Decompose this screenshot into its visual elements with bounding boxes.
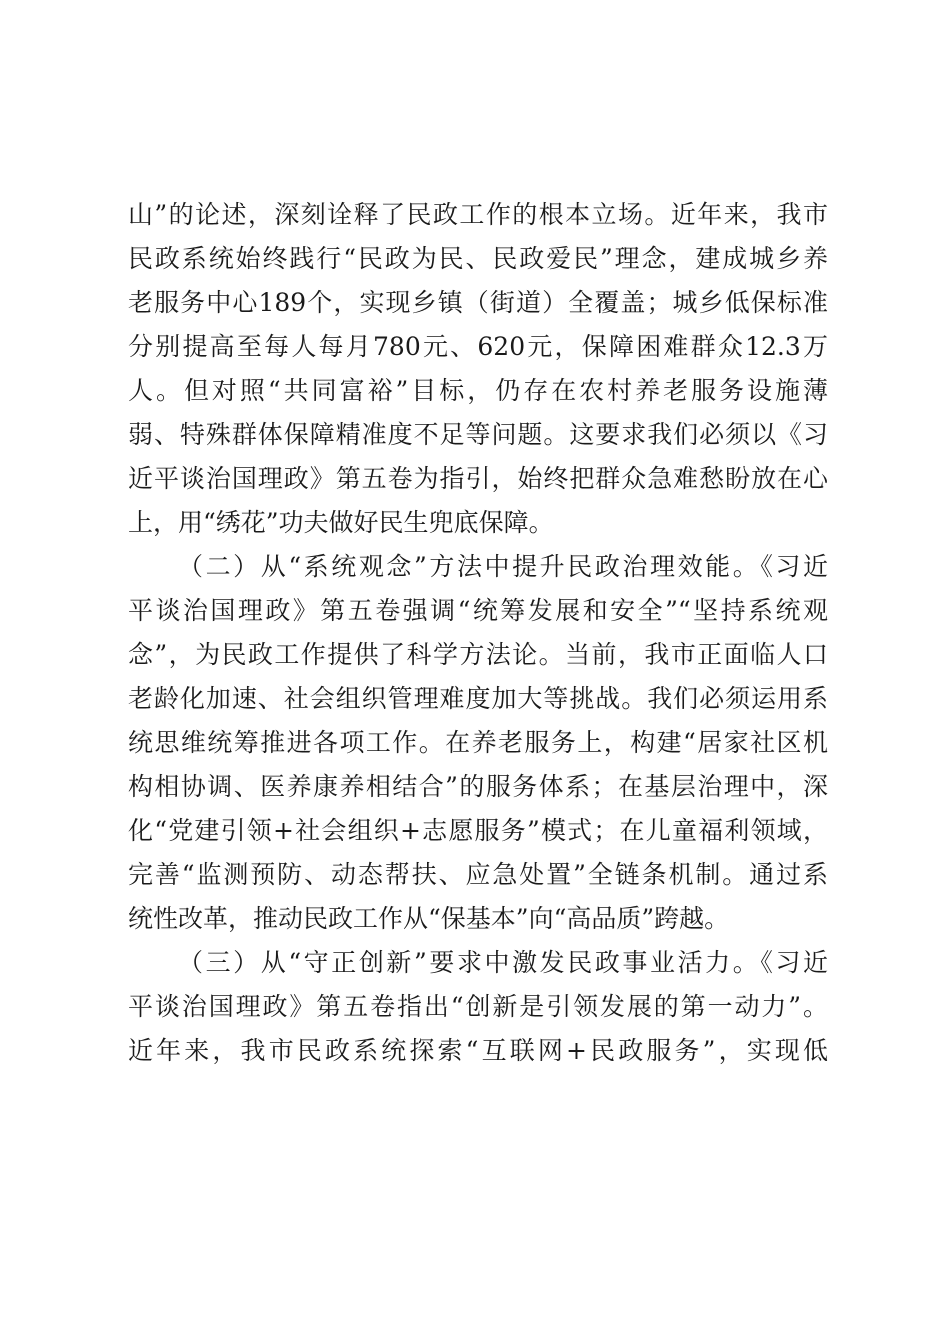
paragraph-line: 化“党建引领+社会组织+志愿服务”模式；在儿童福利领域， [128, 816, 828, 845]
paragraph-line: 平谈治国理政》第五卷指出“创新是引领发展的第一动力”。 [128, 992, 828, 1021]
paragraph-2 [128, 545, 828, 941]
paragraph-1 [128, 193, 828, 545]
paragraph-line: 完善“监测预防、动态帮扶、应急处置”全链条机制。通过系 [128, 860, 828, 889]
paragraph-line: 平谈治国理政》第五卷强调“统筹发展和安全”“坚持系统观 [128, 596, 828, 625]
paragraph-line: 统性改革，推动民政工作从“保基本”向“高品质”跨越。 [128, 904, 730, 933]
paragraph-line: 构相协调、医养康养相结合”的服务体系；在基层治理中，深 [128, 772, 828, 801]
paragraph-line-indented: （二）从“系统观念”方法中提升民政治理效能。《习近 [178, 552, 828, 581]
paragraph-line: 弱、特殊群体保障精准度不足等问题。这要求我们必须以《习 [128, 420, 828, 449]
paragraph-3 [128, 941, 828, 1073]
paragraph-line: 念”，为民政工作提供了科学方法论。当前，我市正面临人口 [128, 640, 828, 669]
document-body [128, 193, 828, 1073]
paragraph-line: 人。但对照“共同富裕”目标，仍存在农村养老服务设施薄 [128, 376, 828, 405]
paragraph-line: 分别提高至每人每月780元、620元，保障困难群众12.3万 [128, 332, 828, 361]
paragraph-line-indented: （三）从“守正创新”要求中激发民政事业活力。《习近 [178, 948, 828, 977]
paragraph-line: 近年来，我市民政系统探索“互联网+民政服务”，实现低 [128, 1036, 828, 1065]
paragraph-line: 山”的论述，深刻诠释了民政工作的根本立场。近年来，我市 [128, 200, 828, 229]
paragraph-line: 统思维统筹推进各项工作。在养老服务上，构建“居家社区机 [128, 728, 828, 757]
paragraph-line: 老服务中心189个，实现乡镇（街道）全覆盖；城乡低保标准 [128, 288, 828, 317]
paragraph-line: 老龄化加速、社会组织管理难度加大等挑战。我们必须运用系 [128, 684, 828, 713]
paragraph-line: 民政系统始终践行“民政为民、民政爱民”理念，建成城乡养 [128, 244, 828, 273]
paragraph-line: 上，用“绣花”功夫做好民生兜底保障。 [128, 508, 554, 537]
paragraph-line: 近平谈治国理政》第五卷为指引，始终把群众急难愁盼放在心 [128, 464, 828, 493]
